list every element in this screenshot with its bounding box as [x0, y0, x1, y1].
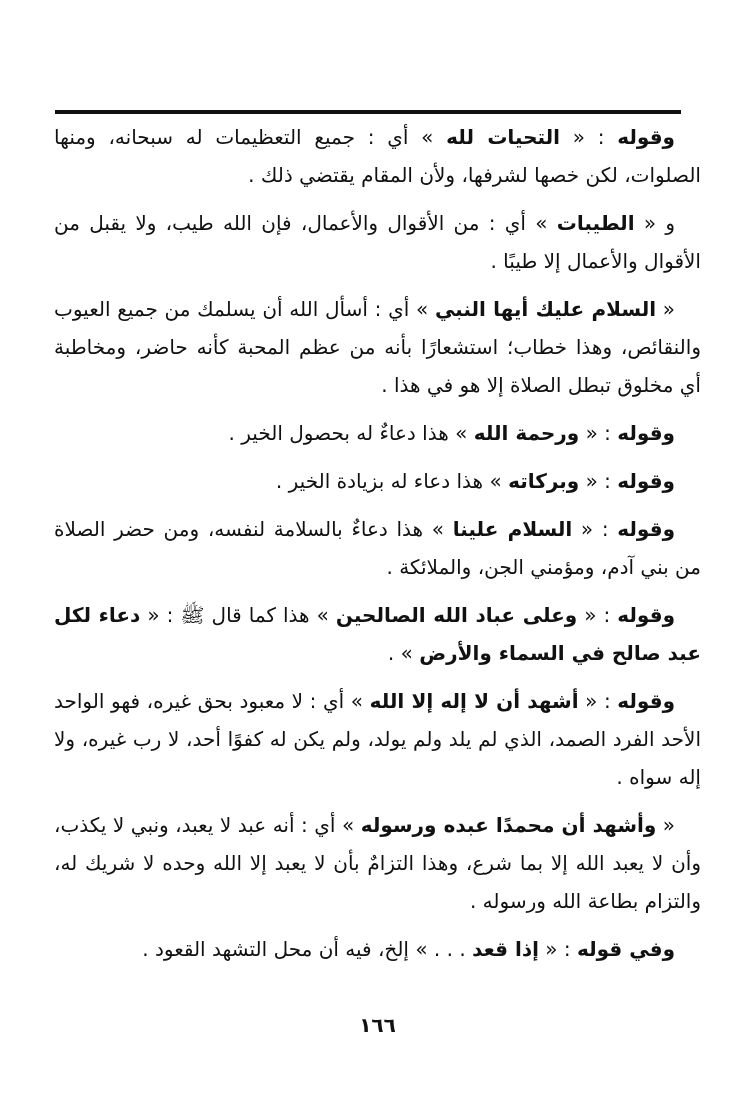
- text-segment: » أي : من الأقوال والأعمال، فإن الله طيب، ولا يقبل من الأقوال والأعمال إلا طيبًا .: [54, 211, 701, 273]
- text-segment: دعاء لكل عبد صالح في السماء والأرض: [54, 603, 701, 665]
- text-segment: » أي : لا معبود بحق غيره، فهو الواحد الأحد الفرد الصمد، الذي لم يلد ولم يولد، ولم يكن له كفوًا أحد، لا رب غيره، ولا إله سواه .: [54, 689, 701, 789]
- text-segment: : «: [579, 421, 618, 445]
- text-segment: : «: [572, 517, 618, 541]
- text-segment: وفي قوله: [577, 937, 675, 961]
- text-segment: وقوله: [617, 689, 676, 713]
- text-segment: » أي : جميع التعظيمات له سبحانه، ومنها الصلوات، لكن خصها لشرفها، ولأن المقام يقتضي ذلك .: [54, 125, 701, 187]
- paragraph-tayyibat: [54, 204, 701, 280]
- text-segment: إذا قعد: [472, 937, 539, 961]
- paragraph-barakatuh: [54, 462, 701, 500]
- text-segment: : «: [577, 603, 618, 627]
- paragraph-salam-nabi: [54, 290, 701, 404]
- text-segment: وقوله: [617, 469, 675, 493]
- text-segment: » هذا دعاءٌ له بحصول الخير .: [228, 421, 474, 445]
- paragraph-shahadah-allah: [54, 682, 701, 796]
- text-segment: أشهد أن لا إله إلا الله: [369, 689, 579, 713]
- main-text: [54, 118, 701, 978]
- text-segment: : «: [538, 937, 577, 961]
- text-segment: وقوله: [617, 125, 675, 149]
- paragraph-salam-alayna: [54, 510, 701, 586]
- text-segment: وأشهد أن محمدًا عبده ورسوله: [360, 813, 657, 837]
- top-rule: [55, 110, 681, 114]
- paragraph-idha-qaad: [54, 930, 701, 968]
- text-segment: » أي : أسأل الله أن يسلمك من جميع العيوب والنقائص، وهذا خطاب؛ استشعارًا بأنه من عظم المحبة كأنه حاضر، ومخاطبة أي مخلوق تبطل الصلاة إلا هو في هذا .: [54, 297, 701, 397]
- page-number: ١٦٦: [359, 1013, 396, 1037]
- text-segment: السلام عليك أيها النبي: [434, 297, 657, 321]
- text-segment: » هذا دعاء له بزيادة الخير .: [275, 469, 509, 493]
- text-segment: وقوله: [617, 421, 675, 445]
- text-segment: » هذا دعاءٌ بالسلامة لنفسه، ومن حضر الصلاة من بني آدم، ومؤمني الجن، والملائكة .: [54, 517, 701, 579]
- text-segment: وقوله: [617, 517, 676, 541]
- text-segment: السلام علينا: [452, 517, 573, 541]
- text-segment: ورحمة الله: [473, 421, 580, 445]
- text-segment: » .: [387, 641, 420, 665]
- text-segment: التحيات لله: [446, 125, 561, 149]
- text-segment: . . . » إلخ، فيه أن محل التشهد القعود .: [142, 937, 473, 961]
- text-segment: » أي : أنه عبد لا يعبد، ونبي لا يكذب، وأن لا يعبد الله إلا بما شرع، وهذا التزامٌ بأن لا يعبد إلا الله وحده لا شريك له، والتزام بطاعة الله ورسوله .: [54, 813, 701, 913]
- text-segment: وعلى عباد الله الصالحين: [335, 603, 578, 627]
- text-segment: : «: [560, 125, 618, 149]
- paragraph-shahadah-muhammad: [54, 806, 701, 920]
- text-segment: الطيبات: [556, 211, 635, 235]
- text-segment: » هذا كما قال ﷺ : «: [140, 603, 336, 627]
- text-segment: «: [656, 297, 676, 321]
- text-segment: «: [656, 813, 676, 837]
- paragraph-ibad-salihin: [54, 596, 701, 672]
- text-segment: و «: [634, 211, 675, 235]
- text-segment: : «: [579, 469, 618, 493]
- paragraph-rahmatullah: [54, 414, 701, 452]
- text-segment: وبركاته: [508, 469, 580, 493]
- text-segment: وقوله: [617, 603, 676, 627]
- text-segment: : «: [578, 689, 618, 713]
- paragraph-tahiyyat: [54, 118, 701, 194]
